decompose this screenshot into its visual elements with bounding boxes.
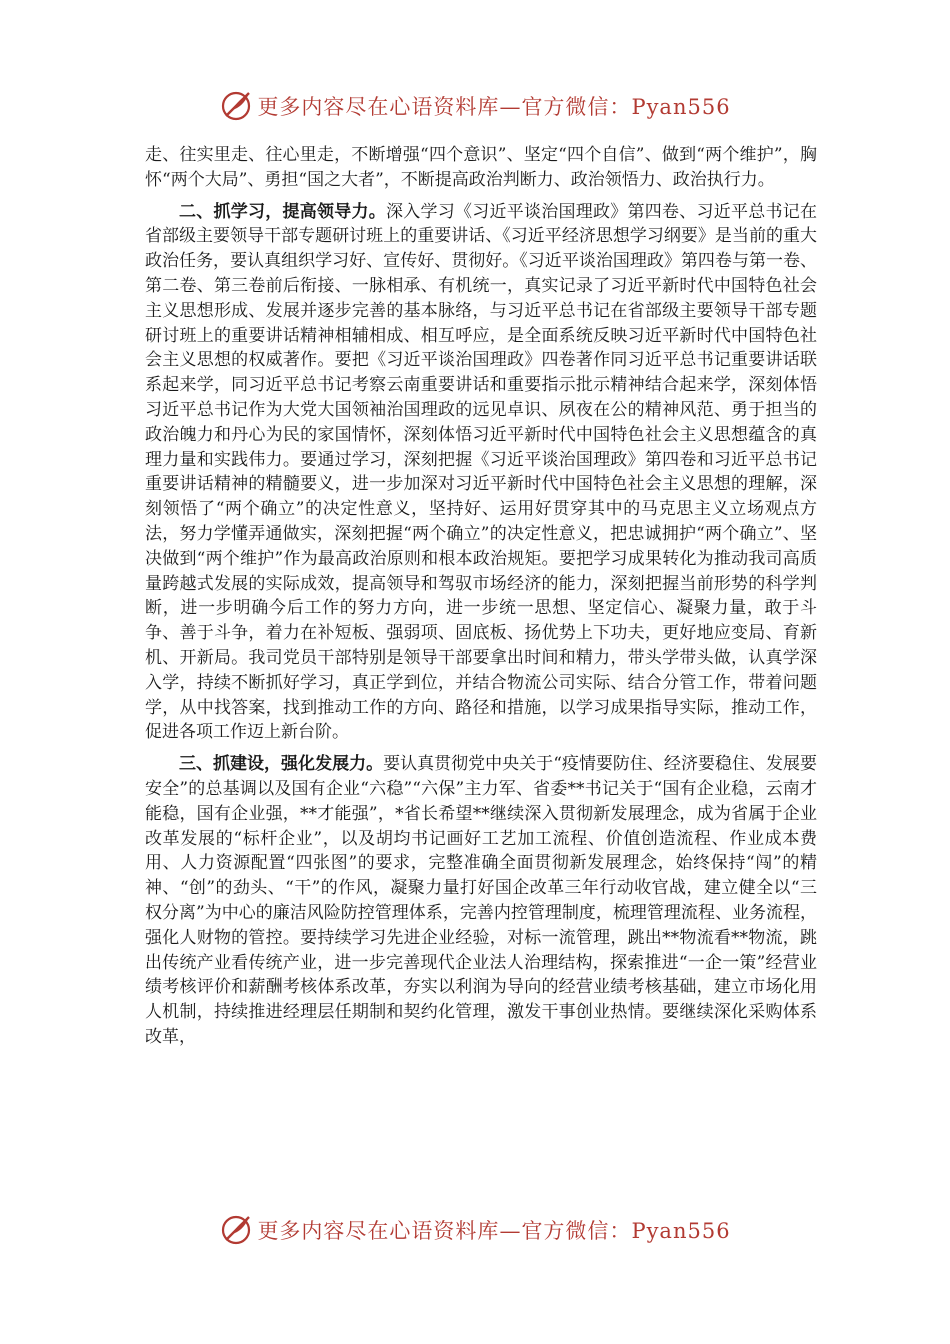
banner-brand: 更多内容尽在心语资料库 bbox=[257, 95, 500, 119]
feather-logo-icon bbox=[219, 1213, 253, 1247]
banner-text bbox=[257, 91, 730, 121]
paragraph-continuation bbox=[145, 143, 817, 193]
paragraph-section-3 bbox=[145, 752, 817, 1050]
paragraph-text: 要认真贯彻党中央关于“疫情要防住、经济要稳住、发展要安全”的总基调以及国有企业“六稳”“六保”主力军、省委**书记关于“国有企业稳，云南才能稳，国有企业强，**才能强”，*省长希望**继续深入贯彻新发展理念，成为省属于企业改革发展的“标杆企业”，以及胡均书记画好工艺加工流程、价值创造流程、作业成本费用、人力资源配置“四张图”的要求，完整准确全面贯彻新发展理念，始终保持“闯”的精神、“创”的劲头、“干”的作风，凝聚力量打好国企改革三年行动收官战，建立健全以“三权分离”为中心的廉洁风险防控管理体系，完善内控管理制度，梳理管理流程、业务流程，强化人财物的管控。要持续学习先进企业经验，对标一流管理，跳出**物流看**物流，跳出传统产业看传统产业，进一步完善现代企业法人治理结构，探索推进“一企一策”经营业绩考核评价和薪酬考核体系改革，夯实以利润为导向的经营业绩考核基础，建立市场化用人机制，持续推进经理层任期制和契约化管理，激发干事创业热情。要继续深化采购体系改革， bbox=[145, 754, 817, 1047]
banner-brand: 更多内容尽在心语资料库 bbox=[257, 1219, 500, 1243]
section-heading: 二、抓学习，提高领导力。 bbox=[179, 201, 386, 222]
banner-text bbox=[257, 1215, 730, 1245]
paragraph-section-2 bbox=[145, 200, 817, 746]
banner-wechat-label: 官方微信： bbox=[521, 1219, 632, 1243]
section-heading: 三、抓建设，强化发展力。 bbox=[179, 754, 384, 775]
feather-logo-icon bbox=[219, 89, 253, 123]
banner-dash: — bbox=[499, 95, 522, 119]
banner-wechat-label: 官方微信： bbox=[521, 95, 632, 119]
document-body bbox=[145, 143, 817, 1050]
paragraph-text: 走、往实里走、往心里走，不断增强“四个意识”、坚定“四个自信”、做到“两个维护”，胸怀“两个大局”、勇担“国之大者”，不断提高政治判断力、政治领悟力、政治执行力。 bbox=[145, 145, 817, 190]
banner-wechat-id: Pyan556 bbox=[631, 1219, 731, 1243]
banner-wechat-id: Pyan556 bbox=[631, 95, 731, 119]
footer-watermark-banner bbox=[0, 1210, 950, 1250]
header-watermark-banner bbox=[0, 86, 950, 126]
banner-dash: — bbox=[499, 1219, 522, 1243]
paragraph-text: 深入学习《习近平谈治国理政》第四卷、习近平总书记在省部级主要领导干部专题研讨班上的重要讲话、《习近平经济思想学习纲要》是当前的重大政治任务，要认真组织学习好、宣传好、贯彻好。《习近平谈治国理政》第四卷与第一卷、第二卷、第三卷前后衔接、一脉相承、有机统一，真实记录了习近平新时代中国特色社会主义思想形成、发展并逐步完善的基本脉络，与习近平总书记在省部级主要领导干部专题研讨班上的重要讲话精神相辅相成、相互呼应，是全面系统反映习近平新时代中国特色社会主义思想的权威著作。要把《习近平谈治国理政》四卷著作同习近平总书记重要讲话联系起来学，同习近平总书记考察云南重要讲话和重要指示批示精神结合起来学，深刻体悟习近平总书记作为大党大国领袖治国理政的远见卓识、夙夜在公的精神风范、勇于担当的政治魄力和丹心为民的家国情怀，深刻体悟习近平新时代中国特色社会主义思想蕴含的真理力量和实践伟力。要通过学习，深刻把握《习近平谈治国理政》第四卷和习近平总书记重要讲话精神的精髓要义，进一步加深对习近平新时代中国特色社会主义思想的理解，深刻领悟了“两个确立”的决定性意义，坚持好、运用好贯穿其中的马克思主义立场观点方法，努力学懂弄通做实，深刻把握“两个确立”的决定性意义，把忠诚拥护“两个确立”、坚决做到“两个维护”作为最高政治原则和根本政治规矩。要把学习成果转化为推动我司高质量跨越式发展的实际成效，提高领导和驾驭市场经济的能力，深刻把握当前形势的科学判断，进一步明确今后工作的努力方向，进一步统一思想、坚定信心、凝聚力量，敢于斗争、善于斗争，着力在补短板、强弱项、固底板、扬优势上下功夫，更好地应变局、育新机、开新局。我司党员干部特别是领导干部要拿出时间和精力，带头学带头做，认真学深入学，持续不断抓好学习，真正学到位，并结合物流公司实际、结合分管工作，带着问题学，从中找答案，找到推动工作的方向、路径和措施，以学习成果指导实际，推动工作，促进各项工作迈上新台阶。 bbox=[145, 201, 817, 743]
